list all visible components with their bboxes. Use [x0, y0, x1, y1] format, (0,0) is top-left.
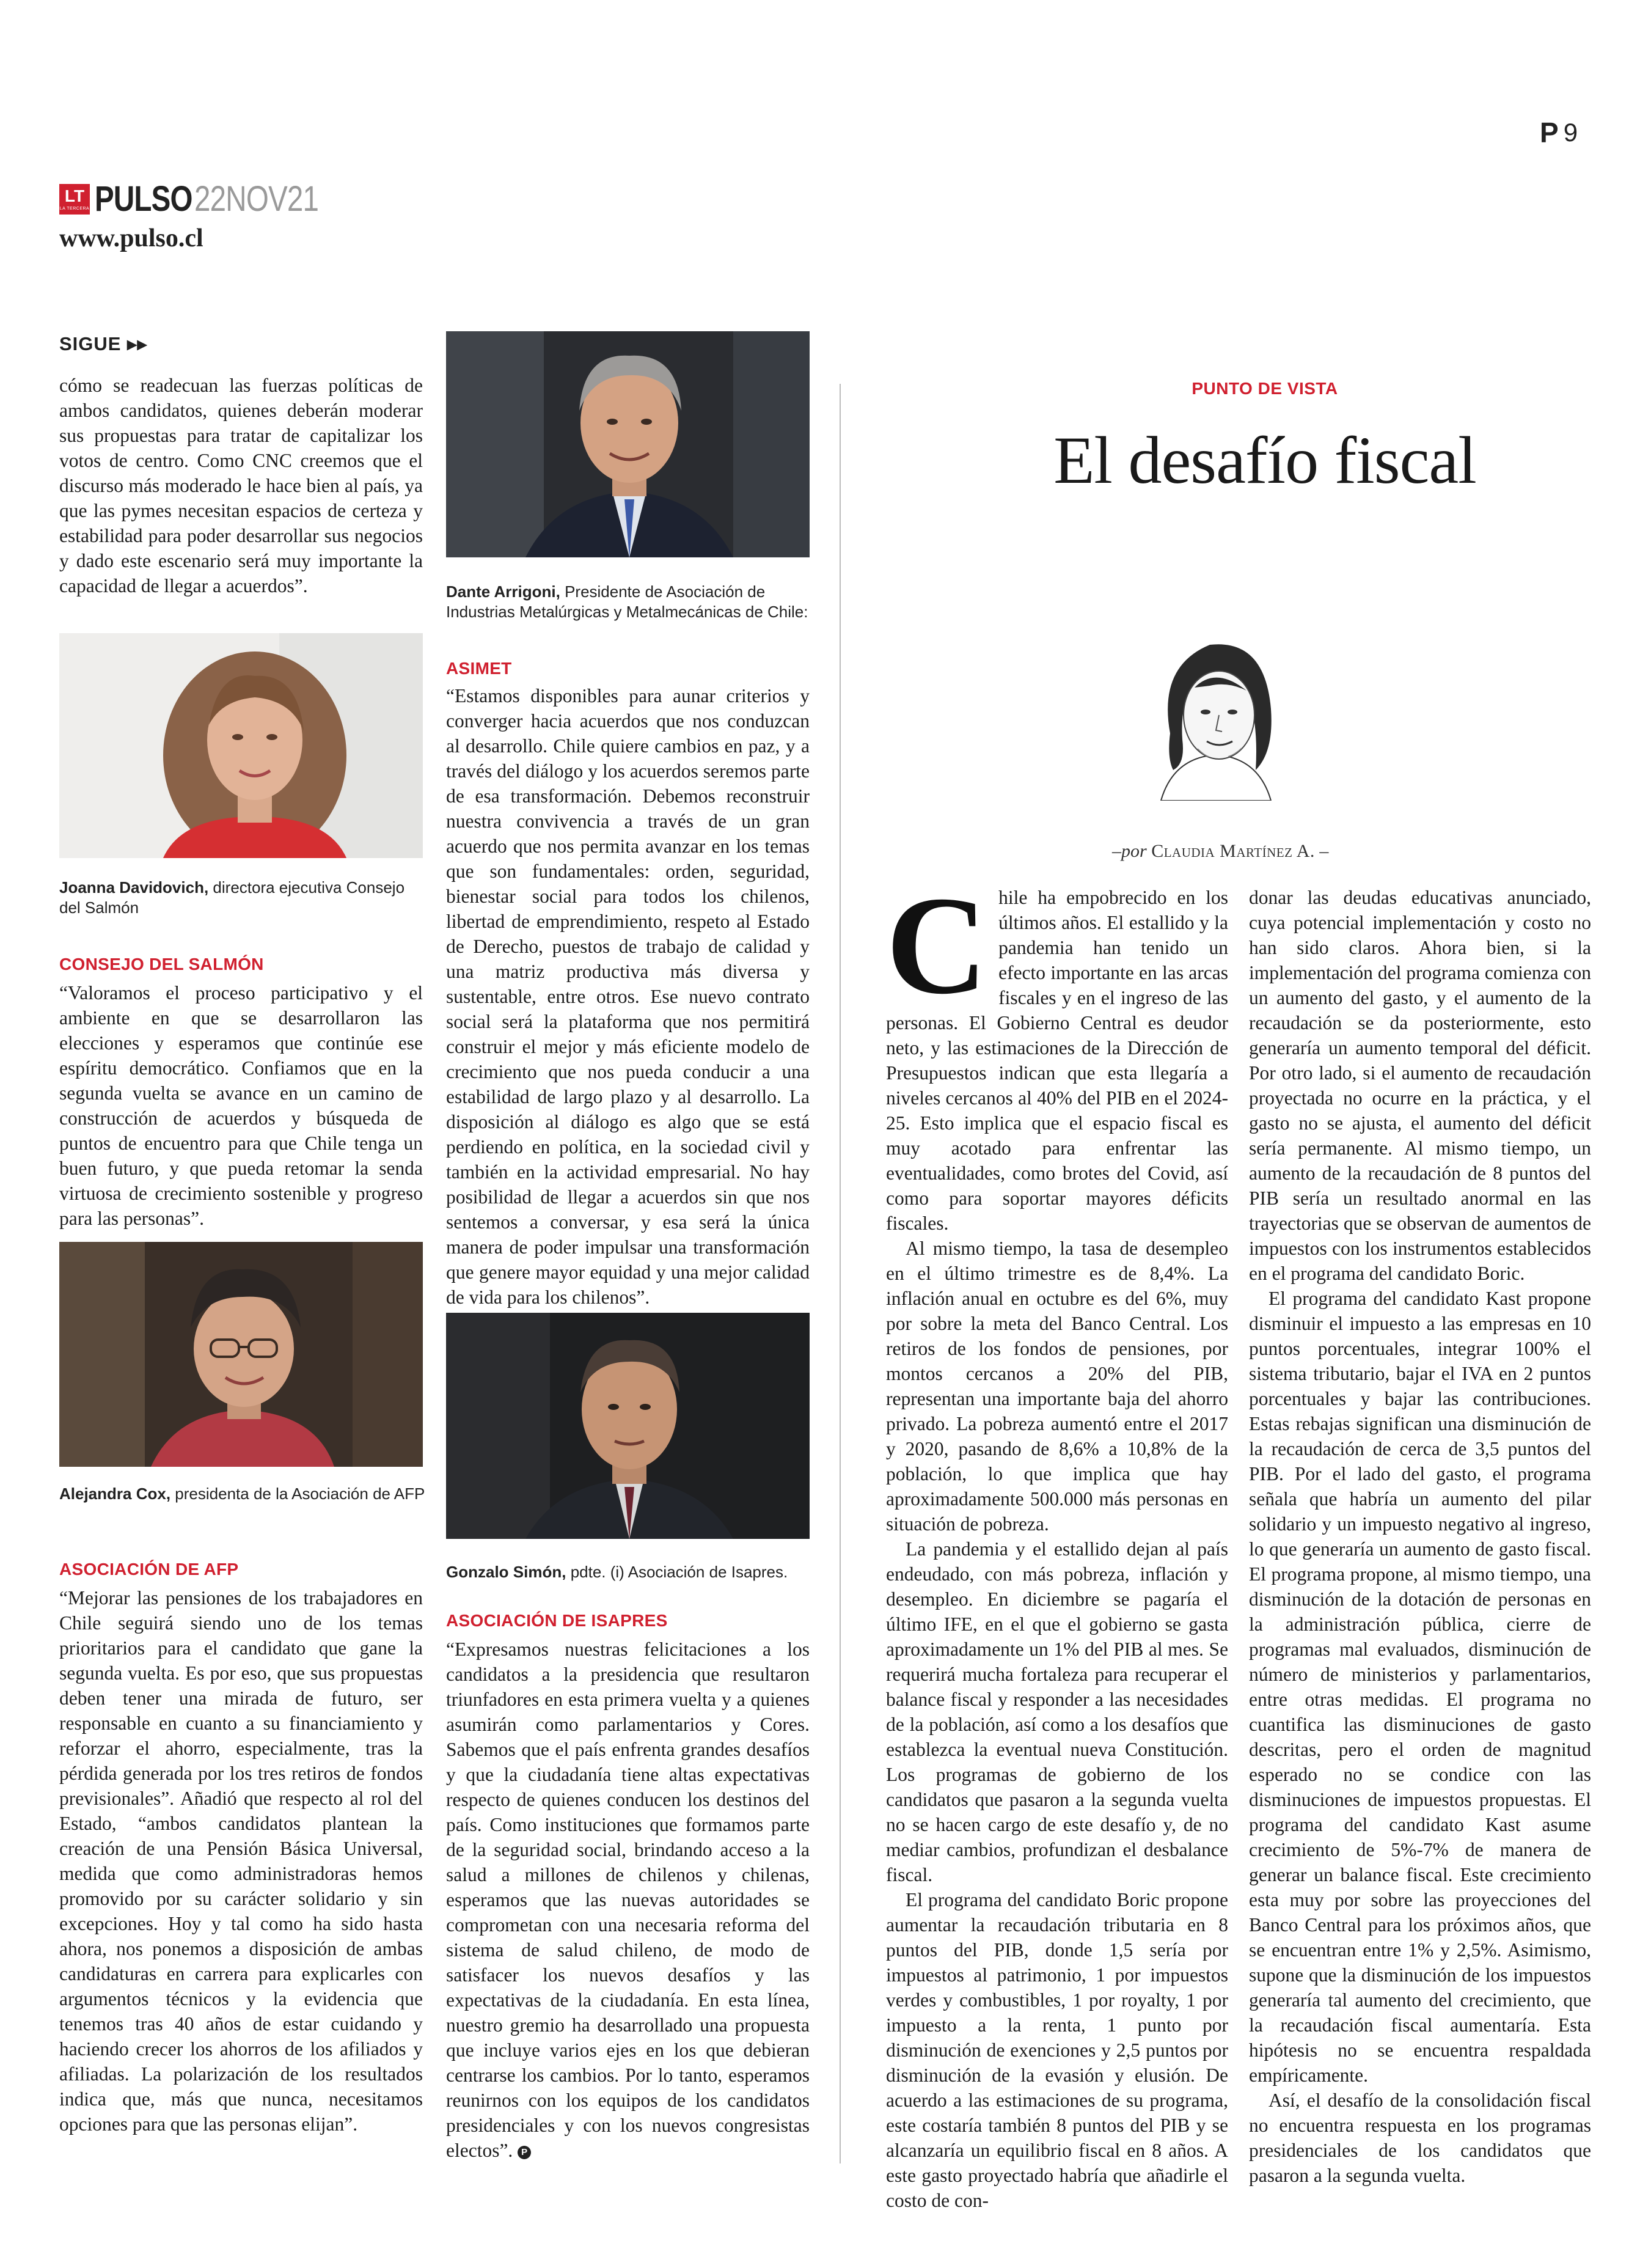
cox-role: presidenta de la Asociación de AFP — [175, 1484, 425, 1503]
davidovich-role: directora ejecutiva Consejo del Salmón — [59, 878, 405, 917]
simon-role: pdte. (i) Asociación de Isapres. — [570, 1563, 788, 1581]
opinion-paragraph: Chile ha empobrecido en los últimos años. El estallido y la pandemia han tenido un efecto importante en las arcas fiscales y en el ingreso de las personas. El Gobierno Central es deudor neto, y las estimaciones de la Dirección de Presupuestos indican que esta llegaría a niveles cercanos al 40% del PIB en el 2024-25. Esto implica que el espacio fiscal es muy acotado para enfrentar las eventualidades, como brotes del Covid, así como para soportar mayores déficits fiscales. — [886, 867, 1228, 1234]
simon-caption — [446, 1562, 813, 1582]
opinion-paragraph: Al mismo tiempo, la tasa de desempleo en el último trimestre es de 8,4%. La inflación anual en octubre es del 6%, muy por sobre la meta del Banco Central. Los retiros de los fondos de pensiones, por montos cercanos a 20% del PIB, representan una importante baja del ahorro privado. La pobreza aumentó entre el 2017 y 2020, pasando de 8,6% a 10,8% de la población, lo que implica que hay aproximadamente 500.000 más personas en situación de pobreza. — [886, 1238, 1228, 1535]
opinion-paragraph: La pandemia y el estallido dejan al país endeudado, con más pobreza, inflación y desempleo. En diciembre se pagaría el último IFE, en el que el gobierno se gasta aproximadamente un 1% del PIB al mes. Se requerirá mucha fortaleza para recuperar el balance fiscal y responder a las necesidades de la población, así como a los desafíos que establezca la eventual nueva Constitución. Los programas de gobierno de los candidatos que pasaron a la segunda vuelta no se hacen cargo de este desafío y, de no mediar cambios, profundizan el desbalance fiscal. — [886, 1538, 1228, 1885]
simon-photo — [446, 1313, 810, 1539]
cox-quote: “Mejorar las pensiones de los trabajadores en Chile seguirá siendo uno de los temas prioritarios para el candidato que gane la segunda vuelta. Es por eso, que sus propuestas deben tener una mirada de futuro, ser responsable en cuanto a su financiamiento y reforzar el ahorro, especialmente, tras la pérdida generada por los tres retiros de fondos previsionales”. Añadió que respecto al rol del Estado, “ambos candidatos plantean la creación de una Pensión Básica Universal, medida que como administradoras hemos promovido por su carácter solidario y sin excepciones. Hoy y tal como ha sido hasta ahora, nos ponemos a disposición de ambas candidaturas en carrera para explicarles con argumentos técnicos y la evidencia que tenemos tras 40 años de estar cuidando y haciendo crecer los ahorros de los afiliados y afiliadas. La polarización de los resultados indica que, más que nunca, necesitamos opciones para que las personas elijan”. — [59, 1587, 423, 2135]
la-tercera-logo: LT LA TERCERA — [59, 184, 90, 215]
opinion-paragraph: Así, el desafío de la consolidación fiscal no encuentra respuesta en los programas presidenciales de los candidatos que pasaron a la segunda vuelta. — [1249, 2090, 1591, 2186]
arrigoni-name: Dante Arrigoni, — [446, 582, 560, 601]
intro-paragraph: cómo se readecuan las fuerzas políticas de ambos candidatos, quienes deberán moderar sus propuestas para tratar de capitalizar los votos de centro. Como CNC creemos que el discurso más moderado le hace bien al país, ya que las pymes necesitan espacios de certeza y estabilidad para poder desarrollar sus negocios y dado este escenario será muy importante la capacidad de llegar a acuerdos”. — [59, 375, 423, 596]
davidovich-caption — [59, 878, 426, 918]
brand-name: PULSO — [95, 179, 192, 219]
brand-date — [95, 178, 318, 219]
opinion-column-1 — [886, 867, 1228, 2213]
org-asociacion-isapres: ASOCIACIÓN DE ISAPRES — [446, 1611, 668, 1630]
davidovich-name: Joanna Davidovich, — [59, 878, 209, 897]
opinion-paragraph: El programa del candidato Boric propone aumentar la recaudación tributaria en 8 puntos del PIB, donde 1,5 sería por impuestos al patrimonio, 1 por impuestos verdes y combustibles, 1 por royalty, 1 por impuesto a la renta, 1 punto por disminución de exenciones y 2,5 puntos por disminución de la evasión y elusión. De acuerdo a las estimaciones de su programa, este costaría también 8 puntos del PIB y se alcanzaría un equilibrio fiscal en 8 años. A este gasto proyectado habría que añadirle el costo de con- — [886, 1889, 1228, 2211]
column-divider — [840, 384, 841, 2163]
drop-cap: C — [886, 867, 988, 1023]
headline: El desafío fiscal — [1053, 423, 1476, 497]
arrigoni-role: Presidente de Asociación de Industrias Metalúrgicas y Metalmecánicas de Chile: — [446, 582, 808, 621]
simon-quote: “Expresamos nuestras felicitaciones a los candidatos a la presidencia que resultaron triunfadores en esta primera vuelta y a quienes asumirán como parlamentarios y Cores. Sabemos que el país enfrenta grandes desafíos y que la ciudadanía tiene altas expectativas respecto de quienes conducen los destinos del país. Como instituciones que formamos parte de la seguridad social, brindando acceso a la salud a millones de chilenos y chilenas, esperamos que las nuevas autoridades se comprometan con una necesaria reforma del sistema de salud chileno, de modo de satisfacer los nuevos desafíos y las expectativas de la ciudadanía. En esta línea, nuestro gremio ha desarrollado una propuesta que incluye varios ejes en los que debieran centrarse los cambios. Por lo tanto, esperamos reunirnos con los equipos de los candidatos presidenciales y con los nuevos congresistas electos”. P — [446, 1639, 810, 2161]
site-url[interactable]: www.pulso.cl — [59, 224, 203, 252]
davidovich-quote: “Valoramos el proceso participativo y el ambiente en que se desarrollaron las elecciones y esperamos que continúe ese espíritu democrático. Confiamos que en la segunda vuelta se avance en un camino de construcción de acuerdos y búsqueda de puntos de encuentro para que Chile tenga un buen futuro, y que pueda retomar la senda virtuosa de crecimiento sostenible y progreso para las personas”. — [59, 982, 423, 1229]
org-asimet: ASIMET — [446, 659, 512, 678]
opinion-column-2 — [1249, 885, 1591, 2188]
davidovich-photo — [59, 633, 423, 858]
cox-photo — [59, 1242, 423, 1467]
opinion-paragraph: El programa del candidato Kast propone disminuir el impuesto a las empresas en 10 puntos porcentuales, integrar 100% el sistema tributario, bajar el IVA en 2 puntos porcentuales y bajar las contribuciones. Estas rebajas significan una disminución de la recaudación de cerca de 3,5 puntos del PIB. Por el lado del gasto, el programa señala que habría un aumento del pilar solidario y un impuesto negativo al ingreso, lo que generaría un aumento de gasto fiscal. El programa propone, al mismo tiempo, una disminución de la dotación de personas en la administración pública, cierre de programas mal evaluados, disminución de número de ministerios y parlamentarios, entre otras medidas. El programa no cuantifica las disminuciones de gasto descritas, pero el orden de magnitud esperado no se condice con las disminuciones de impuestos propuestas. El programa del candidato Kast asume crecimiento de 5%-7% de manera de generar un balance fiscal. Este crecimiento esta muy por sobre las proyecciones del Banco Central para los próximos años, que se encuentran entre 1% y 2,5%. Asimismo, supone que la disminución de los impuestos generaría tal aumento del crecimiento, que la recaudación fiscal aumentaría. Esta hipótesis no se encuentra respaldada empíricamente. — [1249, 1288, 1591, 2086]
org-asociacion-afp: ASOCIACIÓN DE AFP — [59, 1560, 239, 1579]
org-consejo-salmon: CONSEJO DEL SALMÓN — [59, 955, 264, 974]
arrigoni-photo — [446, 331, 810, 557]
cox-name: Alejandra Cox, — [59, 1484, 171, 1503]
cox-caption — [59, 1484, 426, 1504]
page-number-value: 9 — [1563, 118, 1578, 147]
continued-label: SIGUE ▸▸ — [59, 333, 148, 354]
pulso-p-icon: P — [1540, 117, 1559, 149]
author-portrait — [1137, 617, 1295, 801]
section-kicker: PUNTO DE VISTA — [1192, 379, 1338, 398]
page-number — [1540, 116, 1578, 149]
masthead — [59, 178, 368, 219]
arrigoni-caption — [446, 582, 813, 622]
simon-name: Gonzalo Simón, — [446, 1563, 566, 1581]
end-of-article-icon: P — [518, 2146, 531, 2159]
author-name: Claudia Martínez A. — [1151, 841, 1315, 861]
opinion-paragraph: donar las deudas educativas anunciado, cuya potencial implementación y costo no han sido claros. Ahora bien, si la implementación del programa comienza con un aumento del gasto, y el aumento de la recaudación se da posteriormente, esto generaría un aumento temporal del déficit. Por otro lado, si el aumento de recaudación proyectada no ocurre en la práctica, y el gasto no se ajusta, el aumento del déficit sería permanente. Al mismo tiempo, un aumento de la recaudación de 8 puntos del PIB sería un resultado anormal en las trayectorias que se observan de aumentos de impuestos con los instrumentos establecidos en el programa del candidato Boric. — [1249, 887, 1591, 1284]
arrigoni-quote: “Estamos disponibles para aunar criterios y converger hacia acuerdos que nos conduzcan al desarrollo. Chile quiere cambios en paz, y a través del diálogo y los acuerdos seremos parte de esa transformación. Debemos reconstruir nuestra convivencia a través de un gran acuerdo que nos permita avanzar en los temas que son fundamentales: orden, seguridad, bienestar social para todos los chilenos, libertad de emprendimiento, respeto al Estado de Derecho, puestos de trabajo de calidad y una matriz productiva más diversa y sustentable, entre otros. Ese nuevo contrato social será la plataforma que nos permitirá construir el mejor y más eficiente modelo de crecimiento que nos pueda conducir a una estabilidad de largo plazo y al desarrollo. La disposición al diálogo es algo que se está perdiendo en política, en la sociedad civil y también en la actividad empresarial. No hay posibilidad de llegar a acuerdos sin que nos sentemos a conversar, y esa será la única manera de poder impulsar una transformación que genere mayor equidad y una mejor calidad de vida para los chilenos”. — [446, 685, 810, 1308]
edition-date: 22NOV21 — [194, 179, 319, 219]
byline: –por Claudia Martínez A. – — [1112, 841, 1329, 861]
